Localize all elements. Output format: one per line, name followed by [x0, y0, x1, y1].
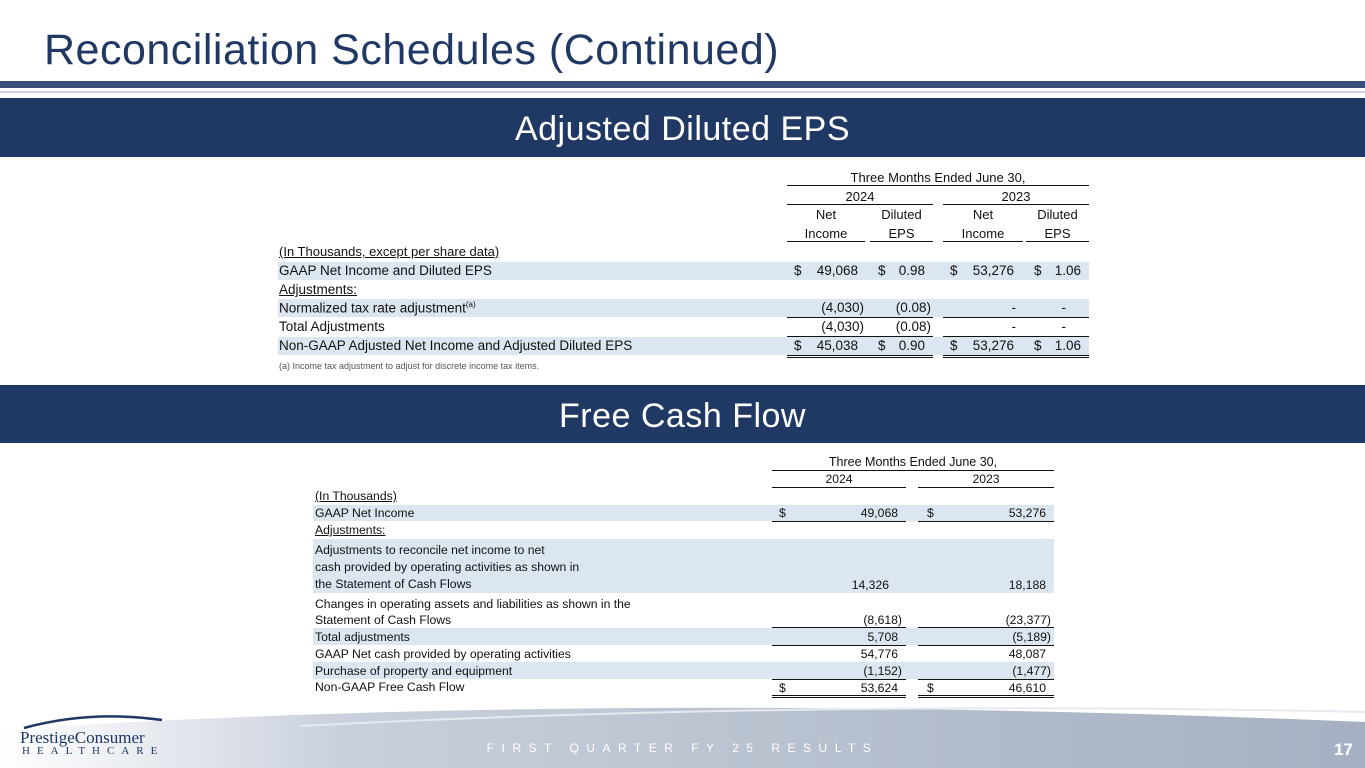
total-double-rule — [918, 695, 1054, 698]
title-rule — [0, 81, 1365, 88]
cell-value: - — [1011, 300, 1016, 315]
table-row — [278, 281, 1089, 299]
col-header: Net — [815, 207, 837, 222]
cell-value: - — [1061, 300, 1066, 315]
page-title: Reconciliation Schedules (Continued) — [44, 26, 780, 74]
row-label: Adjustments to reconcile net income to net — [315, 543, 545, 557]
cell-value: 0.90 — [898, 338, 925, 353]
fcf-period-header: Three Months Ended June 30, — [828, 455, 998, 469]
cell-value: (23,377) — [1005, 613, 1051, 627]
col-header-rule — [943, 241, 1023, 242]
col-header: EPS — [888, 226, 915, 241]
currency-symbol: $ — [878, 338, 886, 353]
col-header: Income — [804, 226, 848, 241]
fcf-units-label: (In Thousands) — [315, 489, 397, 503]
col-header: EPS — [1044, 226, 1071, 241]
row-label: GAAP Net Income — [315, 506, 415, 520]
cell-value: - — [1011, 319, 1016, 334]
col-header: Income — [961, 226, 1005, 241]
eps-section-header: Adjusted Diluted EPS — [0, 98, 1365, 157]
footer-text: FIRST QUARTER FY 25 RESULTS — [486, 741, 879, 755]
cell-value: 18,188 — [1008, 578, 1046, 592]
currency-symbol: $ — [794, 263, 802, 278]
col-header: Net — [972, 207, 994, 222]
cell-value: 49,068 — [860, 506, 898, 520]
fcf-section-header: Free Cash Flow — [0, 385, 1365, 443]
fcf-year-2023: 2023 — [972, 472, 1000, 486]
cell-value: 1.06 — [1054, 263, 1081, 278]
currency-symbol: $ — [779, 506, 786, 520]
cell-value: (1,152) — [863, 664, 902, 678]
cell-value: 53,624 — [860, 681, 898, 695]
table-row — [313, 593, 1054, 627]
eps-year-2023: 2023 — [1001, 189, 1031, 204]
total-double-rule — [772, 695, 906, 698]
cell-value: 54,776 — [860, 647, 898, 661]
currency-symbol: $ — [1034, 263, 1042, 278]
row-label: Non-GAAP Adjusted Net Income and Adjusted Diluted EPS — [279, 338, 633, 353]
cell-value: (8,618) — [863, 613, 902, 627]
fcf-header-rule — [772, 470, 1054, 471]
table-row — [313, 505, 1054, 521]
row-label: Statement of Cash Flows — [315, 613, 452, 627]
cell-value: 0.98 — [898, 263, 925, 278]
page-number: 17 — [1334, 740, 1353, 759]
col-header-rule — [787, 241, 865, 242]
cell-value: 49,068 — [816, 263, 858, 278]
row-label: Total adjustments — [315, 630, 410, 644]
currency-symbol: $ — [927, 681, 934, 695]
logo-text: PrestigeConsumer — [20, 728, 145, 747]
currency-symbol: $ — [779, 681, 786, 695]
row-label: Total Adjustments — [279, 319, 385, 334]
cell-value: 5,708 — [867, 630, 898, 644]
cell-value: 46,610 — [1008, 681, 1046, 695]
cell-value: 53,276 — [1008, 506, 1046, 520]
footer-swoosh — [0, 700, 1365, 768]
fcf-year-rule — [772, 487, 906, 488]
table-row — [313, 539, 1054, 593]
cell-value: 1.06 — [1054, 338, 1081, 353]
cell-value: 48,087 — [1008, 647, 1046, 661]
cell-value: 45,038 — [816, 338, 858, 353]
logo-subtext: HEALTHCARE — [22, 745, 165, 757]
row-label: Adjustments: — [279, 282, 358, 297]
row-label: Non-GAAP Free Cash Flow — [315, 680, 465, 694]
cell-value: (0.08) — [895, 300, 931, 315]
col-header: Diluted — [881, 207, 922, 222]
fcf-year-rule — [918, 487, 1054, 488]
cell-value: (1,477) — [1012, 664, 1051, 678]
eps-year-2024: 2024 — [845, 189, 875, 204]
table-row — [313, 646, 1054, 662]
fcf-year-2024: 2024 — [825, 472, 853, 486]
row-label: the Statement of Cash Flows — [315, 577, 472, 591]
eps-footnote: (a) Income tax adjustment to adjust for discrete income tax items. — [279, 361, 540, 371]
cell-value: (4,030) — [821, 300, 864, 315]
total-double-rule — [787, 355, 933, 358]
eps-units-label: (In Thousands, except per share data) — [279, 244, 500, 259]
currency-symbol: $ — [878, 263, 886, 278]
col-header-rule — [1026, 241, 1089, 242]
row-label — [279, 300, 476, 316]
cell-value: - — [1061, 319, 1066, 334]
company-logo — [20, 712, 170, 762]
currency-symbol: $ — [950, 263, 958, 278]
cell-value: (5,189) — [1012, 630, 1051, 644]
cell-value: (4,030) — [821, 319, 864, 334]
title-rule-thin — [0, 91, 1365, 93]
currency-symbol: $ — [950, 338, 958, 353]
row-label: Adjustments: — [315, 523, 386, 537]
row-label: cash provided by operating activities as shown in — [315, 560, 580, 574]
currency-symbol: $ — [1034, 338, 1042, 353]
cell-value: (0.08) — [895, 319, 931, 334]
footnote-marker: (a) — [465, 300, 476, 309]
cell-value: 14,326 — [851, 578, 889, 592]
col-header-rule — [870, 241, 933, 242]
eps-year-rule — [943, 204, 1089, 205]
currency-symbol: $ — [794, 338, 802, 353]
col-header: Diluted — [1037, 207, 1078, 222]
total-double-rule — [943, 355, 1089, 358]
eps-year-rule — [787, 204, 933, 205]
row-label-text: Normalized tax rate adjustment — [279, 300, 466, 316]
eps-header-rule — [787, 185, 1089, 186]
row-label: Changes in operating assets and liabilities as shown in the — [315, 597, 631, 611]
eps-period-header: Three Months Ended June 30, — [850, 170, 1026, 185]
cell-value: 53,276 — [972, 263, 1014, 278]
table-row — [313, 680, 1054, 696]
row-label: GAAP Net cash provided by operating activities — [315, 647, 571, 661]
table-row — [313, 662, 1054, 679]
table-row — [313, 522, 1054, 539]
row-label: Purchase of property and equipment — [315, 664, 513, 678]
cell-value: 53,276 — [972, 338, 1014, 353]
table-row — [313, 628, 1054, 645]
row-label: GAAP Net Income and Diluted EPS — [279, 263, 492, 278]
currency-symbol: $ — [927, 506, 934, 520]
